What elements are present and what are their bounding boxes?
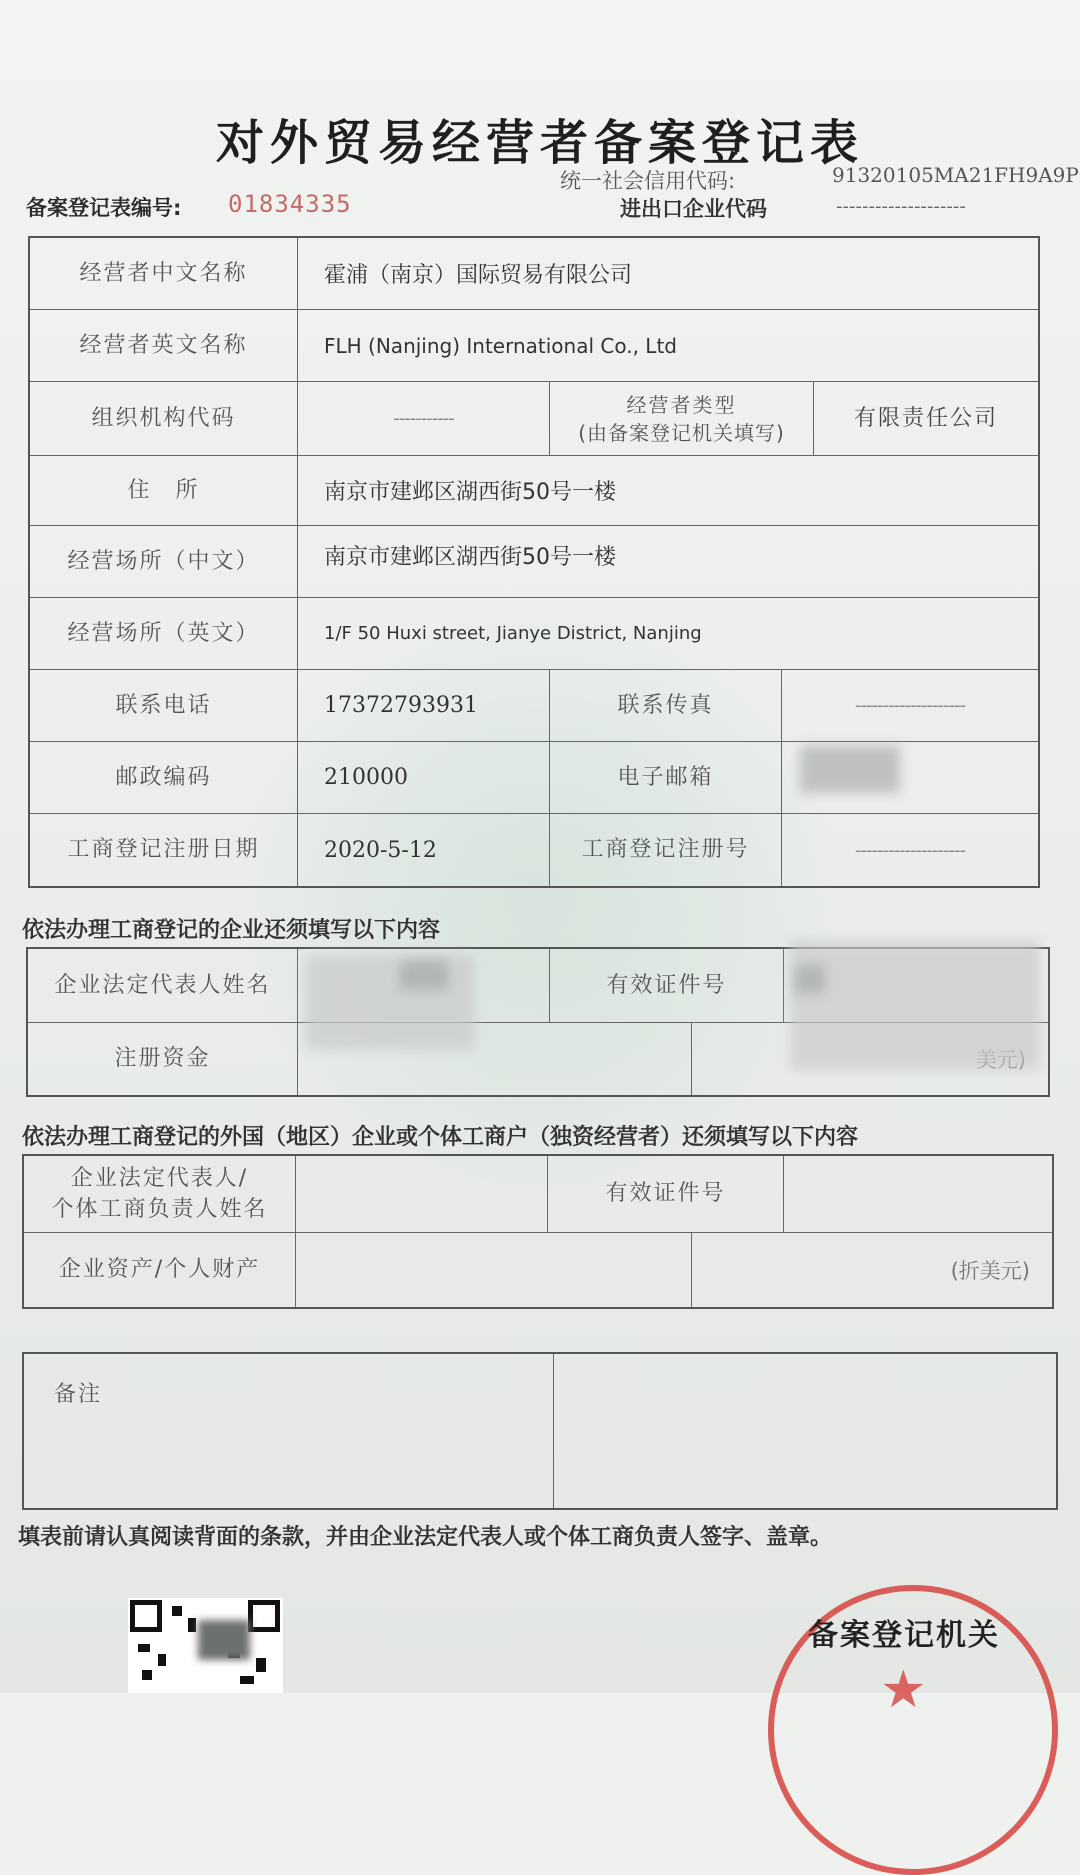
ie-code-value: -------------------- <box>836 196 966 217</box>
id-number-redaction <box>790 940 1040 1070</box>
operator-type-label-line1: 经营者类型 <box>626 392 737 417</box>
legal-rep-id-label: 有效证件号 <box>550 949 784 1023</box>
capital-label: 注册资金 <box>28 1023 298 1095</box>
serial-label: 备案登记表编号: <box>26 196 182 220</box>
postcode-value: 210000 <box>298 742 550 814</box>
address-label: 住 所 <box>30 456 298 526</box>
address-value: 南京市建邺区湖西街50号一楼 <box>298 456 1038 526</box>
email-redaction <box>800 745 900 793</box>
name-cn-label: 经营者中文名称 <box>30 238 298 310</box>
place-cn-label: 经营场所（中文） <box>30 526 298 598</box>
legal-rep-label: 企业法定代表人姓名 <box>28 949 298 1023</box>
remarks-label-cell <box>24 1354 554 1508</box>
fax-value: -------------------- <box>782 670 1038 742</box>
assets-unit: (折美元) <box>950 1259 1030 1283</box>
foreign-rep-label-line1: 企业法定代表人/ <box>70 1166 249 1191</box>
name-en-label: 经营者英文名称 <box>30 310 298 382</box>
foreign-id-value <box>784 1156 1052 1233</box>
qr-redaction <box>198 1620 250 1660</box>
legal-rep-redaction <box>305 955 475 1050</box>
footer-note: 填表前请认真阅读背面的条款，并由企业法定代表人或个体工商负责人签字、盖章。 <box>18 1525 833 1550</box>
document-title: 对外贸易经营者备案登记表 <box>215 115 864 171</box>
foreign-id-label: 有效证件号 <box>548 1156 784 1233</box>
place-en-value: 1/F 50 Huxi street, Jianye District, Nanjing <box>298 598 1038 670</box>
place-en-label: 经营场所（英文） <box>30 598 298 670</box>
operator-type-label-line2: (由备案登记机关填写) <box>578 420 785 445</box>
org-code-label: 组织机构代码 <box>30 382 298 456</box>
fax-label: 联系传真 <box>550 670 782 742</box>
ie-code-label: 进出口企业代码 <box>620 197 767 221</box>
foreign-table <box>22 1154 1054 1309</box>
remarks-value <box>554 1354 1056 1508</box>
email-label: 电子邮箱 <box>550 742 782 814</box>
name-en-value: FLH (Nanjing) International Co., Ltd <box>298 310 1038 382</box>
reg-no-value: -------------------- <box>855 839 965 861</box>
serial-number: 01834335 <box>228 190 352 218</box>
domestic-section-heading: 依法办理工商登记的企业还须填写以下内容 <box>22 918 441 943</box>
legal-rep-redaction-dark <box>400 960 448 990</box>
foreign-rep-label-line2: 个体工商负责人姓名 <box>51 1197 268 1222</box>
phone-label: 联系电话 <box>30 670 298 742</box>
remarks-label: 备注 <box>54 1382 103 1407</box>
seal-text: 备案登记机关 <box>808 1618 1000 1653</box>
id-number-redaction-dark <box>795 965 825 993</box>
foreign-rep-label <box>24 1156 296 1233</box>
reg-no-label: 工商登记注册号 <box>550 814 782 886</box>
credit-code-label: 统一社会信用代码: <box>560 169 736 193</box>
assets-label: 企业资产/个人财产 <box>24 1233 296 1307</box>
reg-date-value: 2020-5-12 <box>298 814 550 886</box>
foreign-rep-value <box>296 1156 548 1233</box>
phone-value: 17372793931 <box>298 670 550 742</box>
operator-type-label <box>550 382 814 456</box>
org-code-value: ----------- <box>298 382 550 456</box>
postcode-label: 邮政编码 <box>30 742 298 814</box>
reg-date-label: 工商登记注册日期 <box>30 814 298 886</box>
credit-code-value: 91320105MA21FH9A9P <box>832 163 1079 187</box>
name-cn-value: 霍浦（南京）国际贸易有限公司 <box>298 238 1038 310</box>
place-cn-value: 南京市建邺区湖西街50号一楼 <box>298 526 1038 598</box>
remarks-table <box>22 1352 1058 1510</box>
operator-type-value: 有限责任公司 <box>814 382 1038 456</box>
assets-value <box>296 1233 692 1307</box>
foreign-section-heading: 依法办理工商登记的外国（地区）企业或个体工商户（独资经营者）还须填写以下内容 <box>22 1125 859 1150</box>
seal-star-icon: ★ <box>880 1660 927 1720</box>
